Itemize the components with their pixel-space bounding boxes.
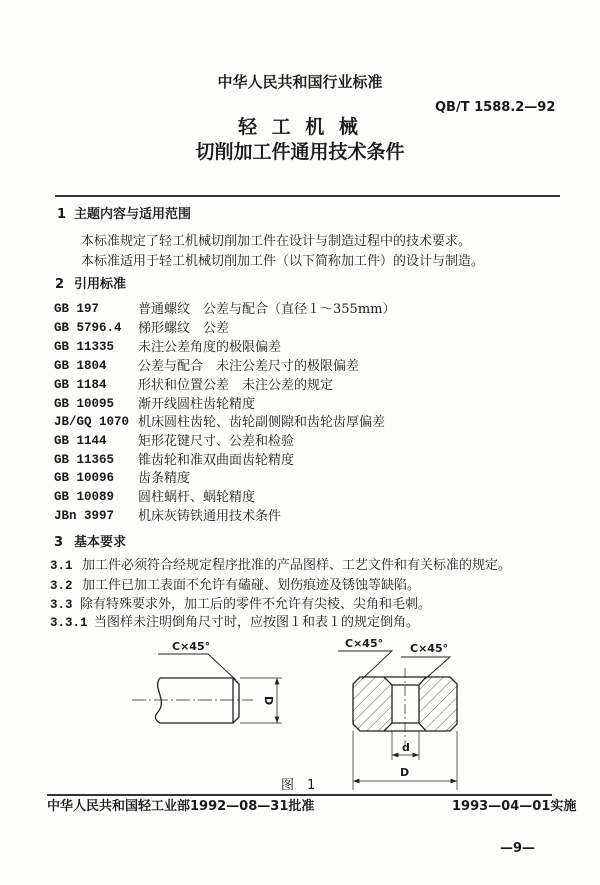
reference-title: 公差与配合 未注公差尺寸的极限偏差 (138, 359, 360, 374)
clause-text: 当图样未注明倒角尺寸时，应按图１和表１的规定倒角。 (94, 615, 420, 630)
section1-paragraph: 本标准适用于轻工机械切削加工件（以下简称加工件）的设计与制造。 (81, 254, 485, 269)
section1-paragraph: 本标准规定了轻工机械切削加工件在设计与制造过程中的技术要求。 (81, 234, 472, 249)
reference-title: 锥齿轮和准双曲面齿轮精度 (138, 453, 295, 468)
chamfer-label: C×45° (345, 637, 384, 650)
chamfer-label: C×45° (172, 640, 211, 653)
reference-code: JBn 3997 (54, 509, 115, 523)
clause-number: 3.3.1 (50, 616, 88, 630)
clause-number: 3.3 (50, 598, 73, 612)
section3-title: 基本要求 (74, 535, 127, 550)
section2-title: 引用标准 (74, 277, 127, 292)
clause-text: 加工件已加工表面不允许有磕碰、划伤痕迹及锈蚀等缺陷。 (82, 578, 421, 593)
section3-number: 3 (54, 535, 64, 550)
reference-code: GB 11365 (54, 453, 115, 467)
doc-title-line1: 轻 工 机 械 (238, 116, 362, 138)
clause-text: 加工件必须符合经规定程序批准的产品图样、工艺文件和有关标准的规定。 (82, 558, 512, 573)
reference-title: 未注公差角度的极限偏差 (138, 340, 282, 355)
reference-code: GB 10096 (54, 471, 115, 485)
reference-title: 普通螺纹 公差与配合（直径１～355mm） (138, 302, 396, 317)
reference-code: GB 1144 (54, 434, 107, 448)
page-number: —9— (500, 841, 536, 856)
org-title: 中华人民共和国行业标准 (217, 73, 383, 91)
reference-code: GB 1804 (54, 359, 107, 373)
dimension-D-label: D (262, 696, 275, 706)
reference-code: GB 5796.4 (54, 321, 122, 335)
footer-divider (47, 794, 552, 796)
figure-caption: 图 1 (281, 778, 316, 793)
reference-title: 齿条精度 (138, 471, 191, 486)
clause-number: 3.2 (50, 579, 73, 593)
reference-code: GB 197 (54, 302, 100, 316)
approval-date: 中华人民共和国轻工业部1992—08—31批准 (47, 799, 315, 814)
clause-number: 3.1 (50, 559, 73, 573)
dimension-d-label: d (402, 741, 410, 754)
chamfer-label: C×45° (410, 642, 449, 655)
reference-code: GB 1184 (54, 378, 107, 392)
reference-title: 形状和位置公差 未注公差的规定 (138, 378, 334, 393)
reference-code: GB 10095 (54, 397, 115, 411)
shaft-drawing (132, 654, 282, 723)
reference-title: 圆柱蜗杆、蜗轮精度 (138, 490, 256, 505)
nut-drawing (338, 651, 457, 790)
dimension-D-label: D (400, 766, 410, 779)
reference-code: GB 10089 (54, 490, 115, 504)
reference-title: 渐开线圆柱齿轮精度 (138, 397, 256, 412)
reference-code: GB 11335 (54, 340, 115, 354)
reference-title: 机床圆柱齿轮、齿轮副侧隙和齿轮齿厚偏差 (138, 415, 386, 430)
effective-date: 1993—04—01实施 (452, 799, 577, 814)
doc-title-line2: 切削加工件通用技术条件 (195, 141, 405, 163)
reference-code: JB/GQ 1070 (54, 415, 130, 429)
reference-title: 矩形花键尺寸、公差和检验 (138, 434, 295, 449)
reference-title: 机床灰铸铁通用技术条件 (138, 509, 282, 524)
standard-number: QB/T 1588.2—92 (435, 100, 556, 115)
section2-number: 2 (55, 277, 65, 292)
clause-text: 除有特殊要求外，加工后的零件不允许有尖棱、尖角和毛刺。 (80, 597, 432, 612)
reference-title: 梯形螺纹 公差 (138, 321, 230, 336)
section1-title: 主题内容与适用范围 (74, 207, 192, 222)
section1-number: 1 (57, 207, 67, 222)
